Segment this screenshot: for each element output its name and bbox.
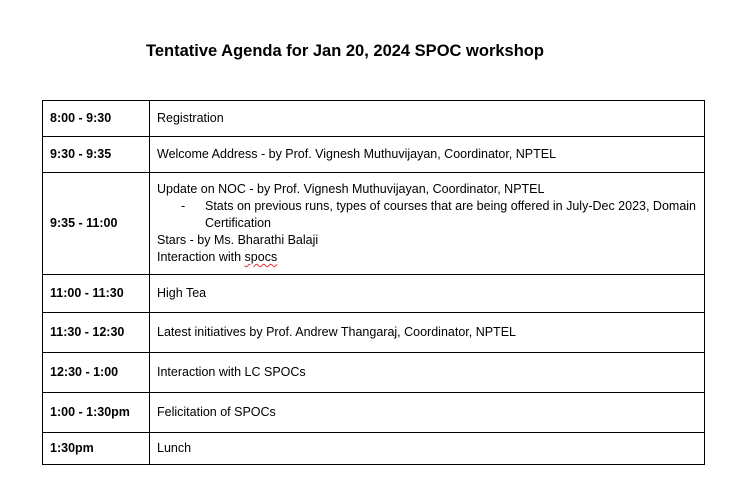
dash-bullet-icon: - — [181, 199, 186, 213]
table-row — [43, 101, 705, 137]
bullet-item — [157, 198, 697, 232]
time-cell: 1:00 - 1:30pm — [43, 393, 150, 433]
document-title: Tentative Agenda for Jan 20, 2024 SPOC workshop — [146, 42, 544, 60]
description-line: Update on NOC - by Prof. Vignesh Muthuvijayan, Coordinator, NPTEL — [157, 182, 545, 196]
table-row — [43, 137, 705, 173]
description-cell: Felicitation of SPOCs — [150, 393, 705, 433]
time-cell: 9:35 - 11:00 — [43, 173, 150, 275]
description-line: Stars - by Ms. Bharathi Balaji — [157, 233, 319, 247]
time-cell: 8:00 - 9:30 — [43, 101, 150, 137]
time-cell: 9:30 - 9:35 — [43, 137, 150, 173]
time-cell: 1:30pm — [43, 433, 150, 465]
description-line — [157, 249, 697, 266]
table-row — [43, 173, 705, 275]
agenda-table — [42, 100, 705, 465]
description-cell — [150, 173, 705, 275]
table-row — [43, 433, 705, 465]
table-row — [43, 275, 705, 313]
description-cell: Interaction with LC SPOCs — [150, 353, 705, 393]
description-text: Interaction with — [157, 250, 245, 264]
bullet-text: Stats on previous runs, types of courses that are being offered in July-Dec 2023, Domain Certification — [205, 199, 697, 230]
table-row — [43, 313, 705, 353]
description-cell: Welcome Address - by Prof. Vignesh Muthuvijayan, Coordinator, NPTEL — [150, 137, 705, 173]
time-cell: 11:30 - 12:30 — [43, 313, 150, 353]
time-cell: 11:00 - 11:30 — [43, 275, 150, 313]
description-cell: Latest initiatives by Prof. Andrew Thangaraj, Coordinator, NPTEL — [150, 313, 705, 353]
description-cell: High Tea — [150, 275, 705, 313]
time-cell: 12:30 - 1:00 — [43, 353, 150, 393]
description-cell: Registration — [150, 101, 705, 137]
description-cell: Lunch — [150, 433, 705, 465]
table-row — [43, 393, 705, 433]
table-row — [43, 353, 705, 393]
misspelled-word: spocs — [244, 250, 278, 264]
